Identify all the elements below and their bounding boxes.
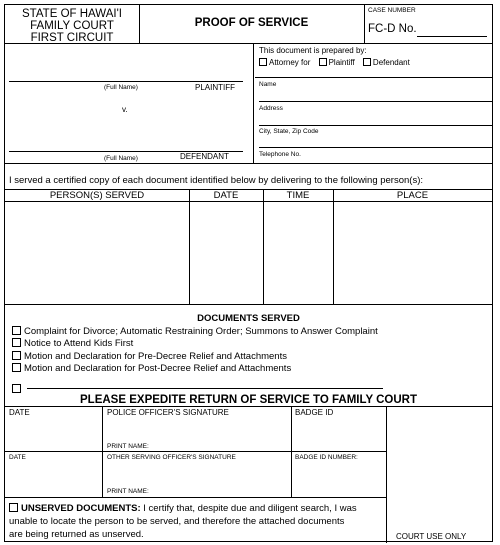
document-checkbox[interactable] xyxy=(12,338,21,347)
police-date-label: DATE xyxy=(9,408,30,417)
documents-served-heading: DOCUMENTS SERVED xyxy=(197,313,300,324)
plaintiff-checkbox[interactable] xyxy=(319,58,327,66)
case-number-prefix: FC-D No. xyxy=(368,23,417,35)
attorney-for-checkbox[interactable] xyxy=(259,58,267,66)
court-line-state: STATE OF HAWAI'I xyxy=(22,8,122,20)
police-badge-field[interactable] xyxy=(292,419,385,449)
plaintiff-name-field[interactable] xyxy=(9,81,243,82)
other-signature-label: OTHER SERVING OFFICER'S SIGNATURE xyxy=(107,454,236,461)
document-item[interactable]: Motion and Declaration for Post-Decree Relief and Attachments xyxy=(12,363,291,374)
person-served-header: PERSON(S) SERVED xyxy=(49,190,145,201)
police-signature-label: POLICE OFFICER'S SIGNATURE xyxy=(107,408,229,417)
police-badge-label: BADGE ID xyxy=(295,408,334,417)
police-print-name-label: PRINT NAME: xyxy=(107,443,149,450)
unserved-text: unable to locate the person to be served, and therefore the attached documents xyxy=(9,516,345,527)
police-signature-field[interactable] xyxy=(103,419,290,441)
attorney-for-option[interactable]: Attorney for xyxy=(259,58,310,67)
document-item[interactable]: Motion and Declaration for Pre-Decree Relief and Attachments xyxy=(12,351,287,362)
document-item[interactable]: Notice to Attend Kids First xyxy=(12,338,133,349)
divider xyxy=(5,451,386,452)
court-use-only-label: COURT USE ONLY xyxy=(396,532,467,541)
divider xyxy=(5,304,492,305)
divider xyxy=(5,406,492,407)
plaintiff-label: PLAINTIFF xyxy=(195,83,236,92)
versus-label: v. xyxy=(122,105,128,114)
divider xyxy=(5,497,386,498)
preparer-address-label: Address xyxy=(259,105,283,112)
unserved-text: I certify that, despite due and diligent search, I was xyxy=(140,503,357,514)
expedite-notice: PLEASE EXPEDITE RETURN OF SERVICE TO FAMILY COURT xyxy=(80,394,417,406)
divider xyxy=(5,163,492,164)
police-date-field[interactable] xyxy=(6,419,101,449)
preparer-city-label: City, State, Zip Code xyxy=(259,128,319,135)
place-cell[interactable] xyxy=(334,202,492,304)
time-header: TIME xyxy=(286,190,310,201)
preparer-name-label: Name xyxy=(259,81,277,88)
divider xyxy=(5,43,492,44)
unserved-heading: UNSERVED DOCUMENTS: xyxy=(21,503,141,514)
proof-of-service-form xyxy=(4,4,493,542)
other-badge-field[interactable] xyxy=(292,463,385,496)
divider xyxy=(386,406,387,543)
case-number-field[interactable] xyxy=(417,36,487,37)
court-line-family: FAMILY COURT xyxy=(30,20,114,32)
other-badge-label: BADGE ID NUMBER: xyxy=(295,454,358,461)
preparer-telephone-label: Telephone No. xyxy=(259,151,301,158)
court-name xyxy=(5,8,139,44)
other-document-field[interactable] xyxy=(27,388,383,389)
preparer-name-field[interactable] xyxy=(259,101,492,102)
plaintiff-option[interactable]: Plaintiff xyxy=(319,58,355,67)
unserved-section xyxy=(9,502,385,541)
other-date-field[interactable] xyxy=(6,463,101,496)
place-header: PLACE xyxy=(396,190,429,201)
document-checkbox[interactable] xyxy=(12,363,21,372)
preparer-address-field[interactable] xyxy=(259,125,492,126)
preparer-city-field[interactable] xyxy=(259,147,492,148)
date-header: DATE xyxy=(213,190,239,201)
other-print-name-label: PRINT NAME: xyxy=(107,488,149,495)
plaintiff-full-name-hint: (Full Name) xyxy=(104,84,138,91)
unserved-checkbox[interactable] xyxy=(9,503,18,512)
document-checkbox[interactable] xyxy=(12,326,21,335)
preparer-options xyxy=(259,58,410,67)
prepared-by-label: This document is prepared by: xyxy=(259,46,367,55)
defendant-option[interactable]: Defendant xyxy=(363,58,410,67)
court-line-circuit: FIRST CIRCUIT xyxy=(30,32,114,44)
other-signature-field[interactable] xyxy=(103,463,290,486)
defendant-checkbox[interactable] xyxy=(363,58,371,66)
other-date-label: DATE xyxy=(9,454,26,461)
unserved-text: are being returned as unserved. xyxy=(9,529,144,540)
divider xyxy=(364,5,365,43)
divider xyxy=(255,77,492,78)
date-cell[interactable] xyxy=(190,202,263,304)
form-title: PROOF OF SERVICE xyxy=(194,17,309,29)
time-cell[interactable] xyxy=(264,202,333,304)
person-served-cell[interactable] xyxy=(5,202,189,304)
defendant-label: DEFENDANT xyxy=(180,152,229,161)
service-statement: I served a certified copy of each document identified below by delivering to the following person(s): xyxy=(9,175,424,186)
case-number-label: CASE NUMBER xyxy=(368,7,416,14)
defendant-full-name-hint: (Full Name) xyxy=(104,155,138,162)
document-checkbox[interactable] xyxy=(12,384,21,393)
divider xyxy=(253,43,254,163)
document-checkbox[interactable] xyxy=(12,351,21,360)
document-item[interactable]: Complaint for Divorce; Automatic Restraining Order; Summons to Answer Complaint xyxy=(12,326,378,337)
